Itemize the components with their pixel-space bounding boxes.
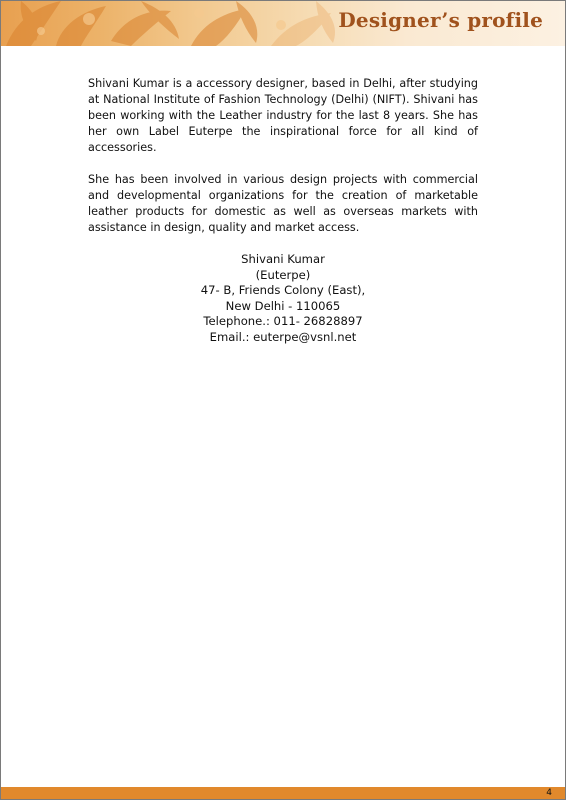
profile-paragraph-projects: She has been involved in various design projects with commercial and developmental organizations for the creation of marketable leather products for domestic as well as overseas markets with assistance in design, quality and market access.	[88, 173, 478, 234]
page-number: 4	[546, 788, 552, 798]
contact-name: Shivani Kumar	[241, 252, 325, 266]
page-title: Designer’s profile	[338, 8, 543, 32]
profile-paragraph-intro: Shivani Kumar is a accessory designer, based in Delhi, after studying at National Institute of Fashion Technology (Delhi) (NIFT). Shivani has been working with the Leather industry for the last 8 years. She has her own Label Euterpe the inspirational force for all kind of accessories.	[88, 77, 478, 154]
contact-label: (Euterpe)	[255, 267, 311, 282]
contact-address-line2: New Delhi - 110065	[225, 298, 341, 313]
contact-email: Email.: euterpe@vsnl.net	[209, 329, 357, 344]
contact-block	[88, 252, 478, 346]
profile-content	[88, 76, 478, 346]
footer-bar	[1, 787, 565, 799]
header-banner	[1, 1, 565, 46]
contact-telephone: Telephone.: 011- 26828897	[203, 314, 363, 329]
contact-address-line1: 47- B, Friends Colony (East),	[200, 283, 366, 298]
